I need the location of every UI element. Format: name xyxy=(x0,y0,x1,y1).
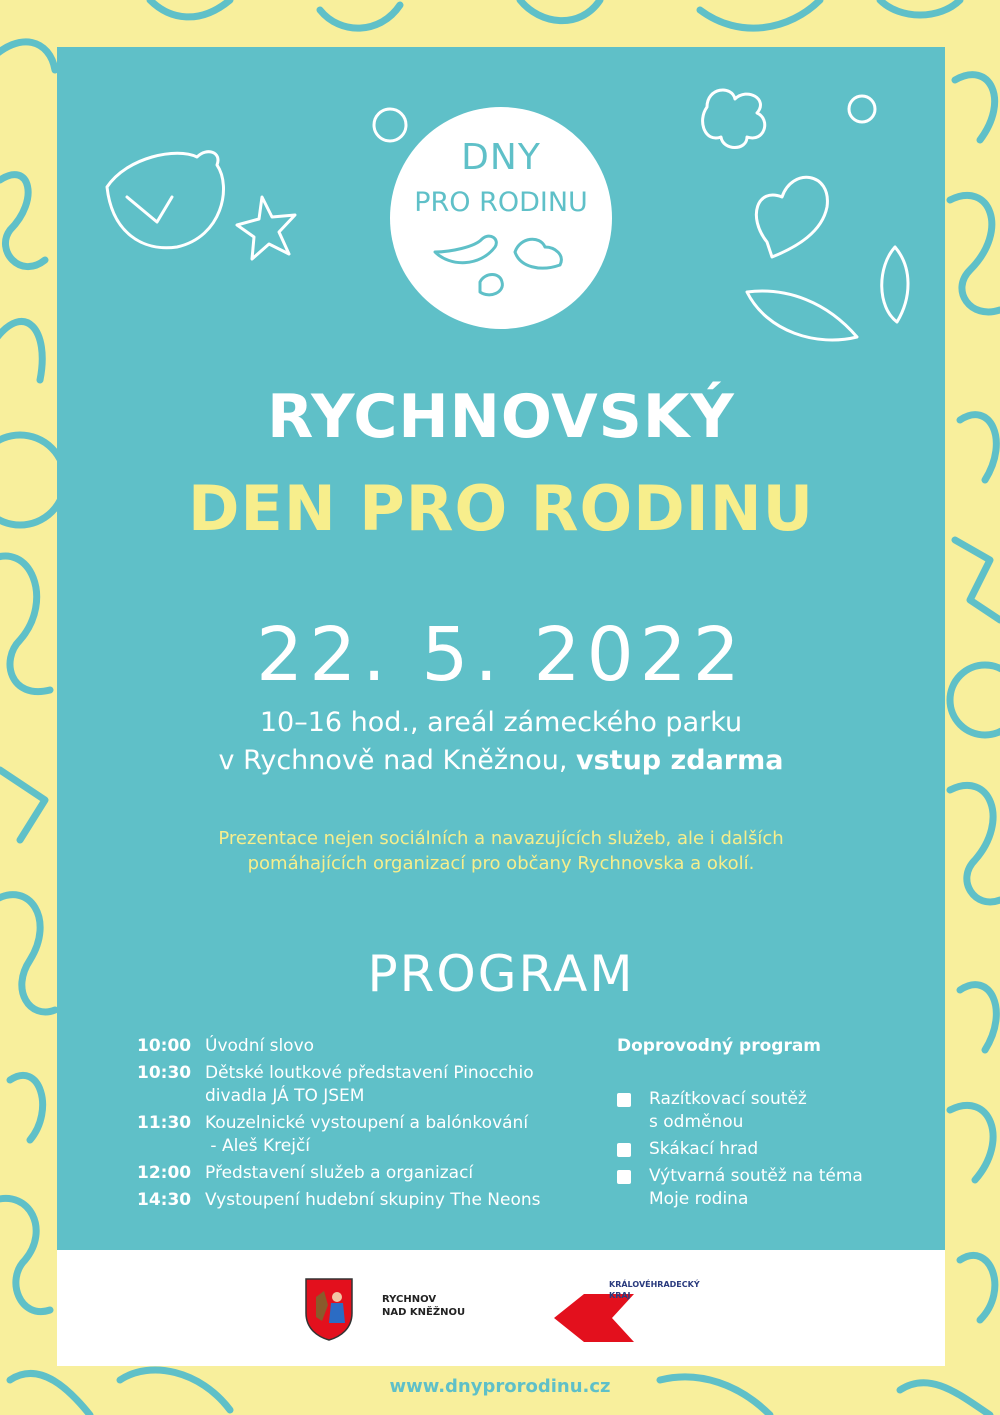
event-place-entry xyxy=(57,745,945,776)
schedule-row xyxy=(137,1162,597,1185)
schedule-row xyxy=(137,1062,597,1108)
event-date: 22. 5. 2022 xyxy=(256,612,746,698)
list-item xyxy=(617,1088,917,1134)
schedule-time: 12:00 xyxy=(137,1163,192,1183)
bullet-square-icon xyxy=(617,1170,631,1184)
side-program xyxy=(617,1035,917,1215)
list-item xyxy=(617,1138,917,1161)
schedule-time: 14:30 xyxy=(137,1190,192,1210)
list-item-text-cont: s odměnou xyxy=(649,1112,744,1132)
schedule-time: 11:30 xyxy=(137,1113,192,1133)
list-item-text: Razítkovací soutěž xyxy=(649,1089,807,1109)
schedule-desc: Vystoupení hudební skupiny The Neons xyxy=(205,1190,541,1210)
intro-line1: Prezentace nejen sociálních a navazujících služeb, ale i dalších xyxy=(218,828,784,849)
event-title-line1: RYCHNOVSKÝ xyxy=(267,382,735,452)
schedule-row xyxy=(137,1112,597,1158)
city-name-line1: RYCHNOV xyxy=(382,1294,437,1305)
city-crest-icon xyxy=(304,1277,354,1341)
schedule-desc-cont: divadla JÁ TO JSEM xyxy=(205,1086,365,1106)
partner-footer xyxy=(57,1250,945,1366)
intro-line2: pomáhajících organizací pro občany Rychnovska a okolí. xyxy=(247,853,755,874)
event-town: v Rychnově nad Kněžnou, xyxy=(218,745,576,776)
list-item xyxy=(617,1165,917,1211)
birds-icon xyxy=(430,227,572,307)
schedule-desc: Dětské loutkové představení Pinocchio xyxy=(205,1063,534,1083)
program-heading: PROGRAM xyxy=(367,945,635,1003)
region-name-line1: KRÁLOVÉHRADECKÝ xyxy=(609,1280,700,1289)
schedule-desc: Kouzelnické vystoupení a balónkování xyxy=(205,1113,529,1133)
free-entry-label: vstup zdarma xyxy=(576,745,784,776)
schedule-time: 10:00 xyxy=(137,1036,192,1056)
event-title-line2: DEN PRO RODINU xyxy=(188,472,814,545)
list-item-text-cont: Moje rodina xyxy=(649,1189,749,1209)
region-name-line2: KRAJ xyxy=(609,1291,631,1300)
city-name-line2: NAD KNĚŽNOU xyxy=(382,1307,466,1318)
bullet-square-icon xyxy=(617,1143,631,1157)
logo-text-dny: DNY xyxy=(461,137,541,178)
bullet-square-icon xyxy=(617,1093,631,1107)
dny-pro-rodinu-logo xyxy=(390,107,612,329)
logo-text-pro-rodinu: PRO RODINU xyxy=(414,187,588,218)
schedule-desc-cont: - Aleš Krejčí xyxy=(205,1136,311,1156)
schedule-time: 10:30 xyxy=(137,1063,192,1083)
schedule-row xyxy=(137,1035,597,1058)
list-item-text: Výtvarná soutěž na téma xyxy=(649,1166,863,1186)
website-url: www.dnyprorodinu.cz xyxy=(389,1376,611,1397)
event-time-place: 10–16 hod., areál zámeckého parku xyxy=(259,707,743,738)
side-program-title: Doprovodný program xyxy=(617,1036,822,1056)
schedule-desc: Úvodní slovo xyxy=(205,1036,315,1056)
list-item-text: Skákací hrad xyxy=(649,1139,759,1159)
schedule-desc: Představení služeb a organizací xyxy=(205,1163,474,1183)
event-panel xyxy=(57,47,945,1250)
program-schedule xyxy=(137,1035,597,1216)
schedule-row xyxy=(137,1189,597,1212)
